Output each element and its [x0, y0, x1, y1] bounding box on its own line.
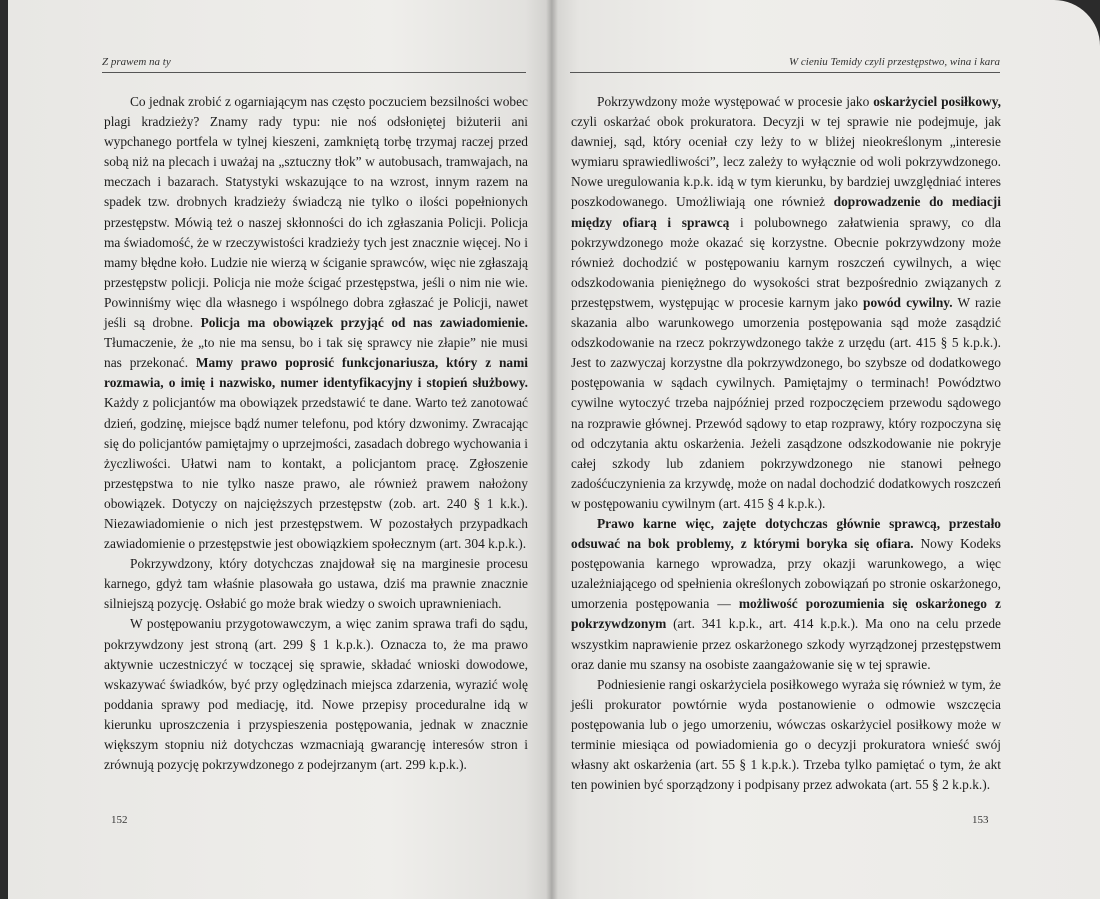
text-run: Pokrzywdzony, który dotychczas znajdował się na marginesie procesu karnego, gdyż tam właśnie plasowała go ustawa, dziś ma prawnie znacznie silniejszą pozycję. Osłabić go może brak wiedzy o swoich uprawnieniach. [104, 556, 528, 612]
bold-text: Policja ma obowiązek przyjąć od nas zawiadomienie. [200, 315, 529, 331]
paragraph [104, 554, 528, 614]
text-run: i polubownego załatwienia sprawy, co dla pokrzywdzonego może okazać się korzystne. Obecnie pokrzywdzony może również dochodzić w postępowaniu karnym roszczeń cywilnych, a więc odszkodowania pieniężnego do wysokości strat bezpośrednio związanych z przestępstwem, występując w procesie karnym jako [571, 214, 1001, 310]
text-run: czyli oskarżać obok prokuratora. Decyzji w tej sprawie nie podejmuje, jak dawniej, sąd, który oceniał czy leży to w bliżej nieokreślonym „interesie wymiaru sprawiedliwości”, lecz zależy to wyłącznie od woli pokrzywdzonego. Nowe uregulowania k.p.k. idą w tym kierunku, by bardziej uwzględniać interes poszkodowanego. Umożliwiają one również [571, 114, 1001, 210]
bold-text: oskarżyciel posiłkowy, [873, 94, 1001, 109]
bold-text: Mamy prawo poprosić funkcjonariusza, który z nami rozmawia, o imię i nazwisko, numer identyfikacyjny i stopień służbowy. [104, 355, 528, 391]
paragraph [104, 614, 528, 775]
bold-text: doprowadzenie do mediacji między ofiarą i sprawcą [571, 194, 1001, 230]
text-run: Tłumaczenie, że „to nie ma sensu, bo i tak się sprawcy nie złapie” nie musi nas przekonać. [104, 335, 528, 371]
left-page-text [104, 92, 528, 775]
book-gutter [546, 0, 558, 899]
left-page-number: 152 [111, 814, 128, 826]
text-run: Każdy z policjantów ma obowiązek przedstawić te dane. Warto też zanotować dzień, godzinę, miejsce bądź numer telefonu, pod który dzwonimy. Zwracając się do policjantów pamiętajmy o uprzejmości, zasadach dobrego wychowania i życzliwości. Ułatwi nam to kontakt, a policjantom pracę. Zgłoszenie przestępstwa to nie tylko nasze prawo, ale również prawem nałożony obowiązek. Dotyczy on najcięższych przestępstw (zob. art. 240 § 1 k.k.). Niezawiadomienie o nich jest przestępstwem. W pozostałych przypadkach zawiadomienie o przestępstwie jest obowiązkiem społecznym (art. 304 k.p.k.). [104, 395, 528, 552]
left-running-head: Z prawem na ty [102, 56, 526, 73]
text-run: Pokrzywdzony może występować w procesie jako [597, 94, 874, 109]
paragraph [571, 514, 1001, 675]
text-run: Nowy Kodeks postępowania karnego wprowadza, przy okazji warunkowego, a więc uzależniającego od spełnienia określonych zobowiązań po stronie oskarżonego, umorzenia postępowania — [571, 536, 1002, 612]
bold-text: powód cywilny. [863, 294, 953, 310]
paragraph [571, 675, 1001, 796]
right-page-number: 153 [972, 814, 989, 826]
right-page-text [571, 92, 1001, 795]
text-run: Co jednak zrobić z ogarniającym nas często poczuciem bezsilności wobec plagi kradzieży? Znamy rady typu: nie noś odsłoniętej biżuterii ani wypchanego portfela w tylnej kieszeni, zamkniętą torbę trzymaj raczej przed sobą niż na plecach i uważaj na „sztuczny tłok” w autobusach, tramwajach, na meczach i bazarach. Statystyki wskazujące to na wzrost, innym razem na spadek tzw. drobnych kradzieży świadczą nie tylko o ilości popełnionych przestępstw. Mówią też o naszej skłonności do ich zgłaszania Policji. Policja ma świadomość, że w rzeczywistości kradzieży tych jest znacznie więcej. No i mamy błędne koło. Ludzie nie wierzą w ściganie sprawców, więc nie zgłaszają przestępstw policji. Policja nie może ścigać przestępstwa, jeśli o nim nie wie. Powinniśmy więc dla własnego i wspólnego dobra zgłaszać je Policji, nawet jeśli są drobne. [104, 94, 528, 331]
left-page [8, 0, 552, 899]
text-run: (art. 341 k.p.k., art. 414 k.p.k.). Ma ono na celu przede wszystkim naprawienie przez oskarżonego szkody wyrządzonej przestępstwem oraz danie mu szansy na osobiste zaangażowanie się w tej sprawie. [571, 616, 1001, 672]
right-page [552, 0, 1100, 899]
text-run: W postępowaniu przygotowawczym, a więc zanim sprawa trafi do sądu, pokrzywdzony jest stroną (art. 299 § 1 k.p.k.). Oznacza to, że ma prawo aktywnie uczestniczyć w toczącej się sprawie, składać wnioski dowodowe, wskazywać świadków, być przy oględzinach miejsca zdarzenia, wyrazić wolę poddania sprawy pod mediację, itd. Nowe przepisy proceduralne idą w kierunku uproszczenia i przyspieszenia postępowania, jednak w znacznie większym stopniu niż dotychczas wzmacniają gwarancję interesów stron i zrównują pozycję pokrzywdzonego z podejrzanym (art. 299 k.p.k.). [104, 616, 528, 773]
text-run: Podniesienie rangi oskarżyciela posiłkowego wyraża się również w tym, że jeśli prokurator powtórnie wyda postanowienie o odmowie wszczęcia postępowania lub o jego umorzeniu, wówczas oskarżyciel posiłkowy może w terminie miesiąca od powiadomienia go o decyzji prokuratora wnieść swój własny akt oskarżenia (art. 55 § 1 k.p.k.). Trzeba tylko pamiętać o tym, że akt ten powinien być sporządzony i podpisany przez adwokata (art. 55 § 2 k.p.k.). [571, 676, 1001, 793]
text-run: W razie skazania albo warunkowego umorzenia postępowania sąd może zasądzić odszkodowanie na rzecz pokrzywdzonego także z urzędu (art. 415 § 5 k.p.k.). Jest to zazwyczaj korzystne dla pokrzywdzonego, bo szybsze od dodatkowego postępowania w sądach cywilnych. Pamiętajmy o terminach! Powództwo cywilne wytoczyć trzeba najpóźniej przed rozpoczęciem przewodu sądowego na rozprawie głównej. Przewód sądowy to etap rozprawy, który rozpoczyna się od odczytania aktu oskarżenia. Jeżeli zasądzone odszkodowanie nie pokryje całej szkody lub zdaniem pokrzywdzonego nie stanowi pełnego zadośćuczynienia za krzywdę, może on nadal dochodzić dodatkowych roszczeń w postępowaniu cywilnym (art. 415 § 4 k.p.k.). [571, 294, 1001, 511]
paragraph [104, 92, 528, 554]
right-running-head: W cieniu Temidy czyli przestępstwo, wina i kara [570, 56, 1000, 73]
bold-text: możliwość porozumienia się oskarżonego z pokrzywdzonym [571, 596, 1001, 632]
paragraph [571, 92, 1001, 514]
bold-text: Prawo karne więc, zajęte dotychczas głównie sprawcą, przestało odsuwać na bok problemy, z którymi boryka się ofiara. [571, 515, 1001, 552]
